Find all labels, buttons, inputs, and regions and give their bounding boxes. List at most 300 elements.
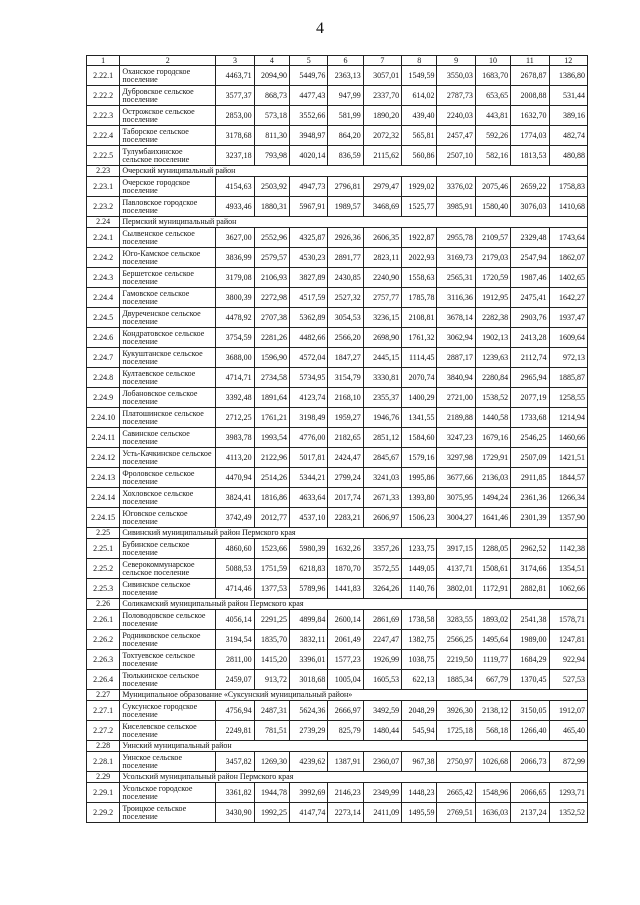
table-row: [87, 348, 588, 368]
table-row: [87, 701, 588, 721]
value-cell: 1577,23: [328, 650, 363, 670]
value-cell: 2094,90: [254, 66, 289, 86]
value-cell: 4899,84: [290, 610, 328, 630]
settlement-name: Троицкое сельское поселение: [120, 803, 216, 823]
section-name: Уинский муниципальный район: [120, 741, 588, 752]
settlement-name: Култаевское сельское поселение: [120, 368, 216, 388]
value-cell: 4714,71: [216, 368, 254, 388]
value-cell: 2750,97: [437, 752, 475, 772]
settlement-name: Бершетское сельское поселение: [120, 268, 216, 288]
settlement-name: Суксунское городское поселение: [120, 701, 216, 721]
value-cell: 1636,03: [475, 803, 510, 823]
value-cell: 2926,36: [328, 228, 363, 248]
column-number: 11: [511, 56, 549, 66]
row-code: 2.27.1: [87, 701, 120, 721]
value-cell: 836,59: [328, 146, 363, 166]
value-cell: 531,44: [549, 86, 587, 106]
value-cell: 3361,82: [216, 783, 254, 803]
value-cell: 2424,47: [328, 448, 363, 468]
value-cell: 3178,68: [216, 126, 254, 146]
row-code: 2.24.15: [87, 508, 120, 528]
value-cell: 2240,90: [363, 268, 401, 288]
value-cell: 2566,20: [328, 328, 363, 348]
settlement-name: Кукуштанское сельское поселение: [120, 348, 216, 368]
value-cell: 2136,03: [475, 468, 510, 488]
value-cell: 5088,53: [216, 559, 254, 579]
value-cell: 1912,07: [549, 701, 587, 721]
value-cell: 2565,31: [437, 268, 475, 288]
value-cell: 1946,76: [363, 408, 401, 428]
settlement-name: Тулумбаихинское сельское поселение: [120, 146, 216, 166]
settlement-name: Острожское сельское поселение: [120, 106, 216, 126]
value-cell: 3150,05: [511, 701, 549, 721]
value-cell: 3062,94: [437, 328, 475, 348]
value-cell: 1641,46: [475, 508, 510, 528]
value-cell: 3824,41: [216, 488, 254, 508]
value-cell: 1549,59: [402, 66, 437, 86]
table-row: [87, 670, 588, 690]
value-cell: 2363,13: [328, 66, 363, 86]
value-cell: 1441,83: [328, 579, 363, 599]
value-cell: 2281,26: [254, 328, 289, 348]
settlement-name: Дубровское сельское поселение: [120, 86, 216, 106]
value-cell: 2247,47: [363, 630, 401, 650]
row-code: 2.29.2: [87, 803, 120, 823]
section-code: 2.23: [87, 166, 120, 177]
table-row: [87, 177, 588, 197]
value-cell: 1893,02: [475, 610, 510, 630]
row-code: 2.22.5: [87, 146, 120, 166]
value-cell: 2413,28: [511, 328, 549, 348]
row-code: 2.24.5: [87, 308, 120, 328]
settlement-name: Таборское сельское поселение: [120, 126, 216, 146]
value-cell: 4714,46: [216, 579, 254, 599]
value-cell: 3492,59: [363, 701, 401, 721]
table-row: [87, 630, 588, 650]
value-cell: 2606,97: [363, 508, 401, 528]
value-cell: 2066,73: [511, 752, 549, 772]
table-row: [87, 721, 588, 741]
value-cell: 1525,77: [402, 197, 437, 217]
value-cell: 2546,25: [511, 428, 549, 448]
value-cell: 872,99: [549, 752, 587, 772]
value-cell: 1400,29: [402, 388, 437, 408]
value-cell: 922,94: [549, 650, 587, 670]
value-cell: 465,40: [549, 721, 587, 741]
value-cell: 1885,87: [549, 368, 587, 388]
settlement-name: Тюлькинское сельское поселение: [120, 670, 216, 690]
value-cell: 2678,87: [511, 66, 549, 86]
table-row: [87, 783, 588, 803]
value-cell: 2671,33: [363, 488, 401, 508]
table-row: [87, 650, 588, 670]
value-cell: 443,81: [475, 106, 510, 126]
value-cell: 480,88: [549, 146, 587, 166]
settlement-name: Уинское сельское поселение: [120, 752, 216, 772]
value-cell: 2552,96: [254, 228, 289, 248]
value-cell: 5789,96: [290, 579, 328, 599]
table-body: [87, 56, 588, 823]
column-number: 5: [290, 56, 328, 66]
value-cell: 1684,29: [511, 650, 549, 670]
value-cell: 2361,36: [511, 488, 549, 508]
column-number: 7: [363, 56, 401, 66]
table-row: [87, 308, 588, 328]
value-cell: 3577,37: [216, 86, 254, 106]
value-cell: 3917,15: [437, 539, 475, 559]
value-cell: 1214,94: [549, 408, 587, 428]
value-cell: 1370,45: [511, 670, 549, 690]
value-cell: 2066,65: [511, 783, 549, 803]
value-cell: 4325,87: [290, 228, 328, 248]
value-cell: 4482,66: [290, 328, 328, 348]
section-name: Пермский муниципальный район: [120, 217, 588, 228]
value-cell: 1449,05: [402, 559, 437, 579]
value-cell: 1596,90: [254, 348, 289, 368]
value-cell: 1816,86: [254, 488, 289, 508]
value-cell: 1679,16: [475, 428, 510, 448]
settlement-name: Усть-Качкинское сельское поселение: [120, 448, 216, 468]
value-cell: 3627,00: [216, 228, 254, 248]
value-cell: 793,98: [254, 146, 289, 166]
value-cell: 1558,63: [402, 268, 437, 288]
settlement-name: Юго-Камское сельское поселение: [120, 248, 216, 268]
value-cell: 2698,90: [363, 328, 401, 348]
value-cell: 2459,07: [216, 670, 254, 690]
value-cell: 2061,49: [328, 630, 363, 650]
value-cell: 389,16: [549, 106, 587, 126]
value-cell: 2475,41: [511, 288, 549, 308]
value-cell: 2272,98: [254, 288, 289, 308]
settlement-name: Гамовское сельское поселение: [120, 288, 216, 308]
row-code: 2.24.14: [87, 488, 120, 508]
value-cell: 3237,18: [216, 146, 254, 166]
value-cell: 1729,91: [475, 448, 510, 468]
table-row: [87, 448, 588, 468]
row-code: 2.25.3: [87, 579, 120, 599]
value-cell: 3396,01: [290, 650, 328, 670]
settlement-name: Сивинское сельское поселение: [120, 579, 216, 599]
settlement-name: Платошинское сельское поселение: [120, 408, 216, 428]
section-name: Очерский муниципальный район: [120, 166, 588, 177]
settlement-name: Хохловское сельское поселение: [120, 488, 216, 508]
value-cell: 1751,59: [254, 559, 289, 579]
table-row: [87, 559, 588, 579]
column-number: 1: [87, 56, 120, 66]
value-cell: 1912,95: [475, 288, 510, 308]
value-cell: 2962,52: [511, 539, 549, 559]
value-cell: 527,53: [549, 670, 587, 690]
value-cell: 1890,20: [363, 106, 401, 126]
value-cell: 2273,14: [328, 803, 363, 823]
section-code: 2.24: [87, 217, 120, 228]
value-cell: 5734,95: [290, 368, 328, 388]
value-cell: 1377,53: [254, 579, 289, 599]
value-cell: 4477,43: [290, 86, 328, 106]
settlement-name: Тохтуевское сельское поселение: [120, 650, 216, 670]
table-row: [87, 288, 588, 308]
value-cell: 3688,00: [216, 348, 254, 368]
settlement-name: Фроловское сельское поселение: [120, 468, 216, 488]
value-cell: 2891,77: [328, 248, 363, 268]
value-cell: 1508,61: [475, 559, 510, 579]
value-cell: 2721,00: [437, 388, 475, 408]
value-cell: 781,51: [254, 721, 289, 741]
value-cell: 2851,12: [363, 428, 401, 448]
value-cell: 1922,87: [402, 228, 437, 248]
value-cell: 1119,77: [475, 650, 510, 670]
value-cell: 2734,58: [254, 368, 289, 388]
value-cell: 2707,38: [254, 308, 289, 328]
table-row: [87, 579, 588, 599]
row-code: 2.25.1: [87, 539, 120, 559]
value-cell: 3832,11: [290, 630, 328, 650]
value-cell: 2457,47: [437, 126, 475, 146]
value-cell: 2360,07: [363, 752, 401, 772]
value-cell: 2219,50: [437, 650, 475, 670]
value-cell: 3076,03: [511, 197, 549, 217]
value-cell: 2282,38: [475, 308, 510, 328]
value-cell: 2712,25: [216, 408, 254, 428]
value-cell: 1937,47: [549, 308, 587, 328]
value-cell: 3430,90: [216, 803, 254, 823]
settlement-name: Сылвенское сельское поселение: [120, 228, 216, 248]
value-cell: 1142,38: [549, 539, 587, 559]
settlement-name: Половодовское сельское поселение: [120, 610, 216, 630]
value-cell: 2606,35: [363, 228, 401, 248]
section-row: [87, 217, 588, 228]
value-cell: 1523,66: [254, 539, 289, 559]
value-cell: 1352,52: [549, 803, 587, 823]
value-cell: 3552,66: [290, 106, 328, 126]
row-code: 2.24.13: [87, 468, 120, 488]
value-cell: 2547,94: [511, 248, 549, 268]
section-code: 2.26: [87, 599, 120, 610]
value-cell: 1870,70: [328, 559, 363, 579]
value-cell: 560,86: [402, 146, 437, 166]
value-cell: 5980,39: [290, 539, 328, 559]
value-cell: 972,13: [549, 348, 587, 368]
value-cell: 1402,65: [549, 268, 587, 288]
value-cell: 1902,13: [475, 328, 510, 348]
value-cell: 4020,14: [290, 146, 328, 166]
settlement-name: Павловское городское поселение: [120, 197, 216, 217]
value-cell: 1862,07: [549, 248, 587, 268]
row-code: 2.22.3: [87, 106, 120, 126]
value-cell: 3754,59: [216, 328, 254, 348]
value-cell: 1410,68: [549, 197, 587, 217]
value-cell: 2430,85: [328, 268, 363, 288]
table-row: [87, 610, 588, 630]
value-cell: 2903,76: [511, 308, 549, 328]
table-row: [87, 388, 588, 408]
table-row: [87, 752, 588, 772]
value-cell: 3742,49: [216, 508, 254, 528]
settlement-name: Юговское сельское поселение: [120, 508, 216, 528]
value-cell: 2168,10: [328, 388, 363, 408]
row-code: 2.24.1: [87, 228, 120, 248]
value-cell: 3985,91: [437, 197, 475, 217]
value-cell: 4756,94: [216, 701, 254, 721]
value-cell: 1609,64: [549, 328, 587, 348]
value-cell: 1140,76: [402, 579, 437, 599]
value-cell: 2182,65: [328, 428, 363, 448]
row-code: 2.24.2: [87, 248, 120, 268]
table-row: [87, 197, 588, 217]
value-cell: 2799,24: [328, 468, 363, 488]
settlement-name: Усольское городское поселение: [120, 783, 216, 803]
value-cell: 582,16: [475, 146, 510, 166]
value-cell: 5624,36: [290, 701, 328, 721]
value-cell: 2787,73: [437, 86, 475, 106]
row-code: 2.24.11: [87, 428, 120, 448]
value-cell: 1761,21: [254, 408, 289, 428]
value-cell: 3392,48: [216, 388, 254, 408]
value-cell: 811,30: [254, 126, 289, 146]
table-row: [87, 428, 588, 448]
value-cell: 1578,71: [549, 610, 587, 630]
value-cell: 1495,64: [475, 630, 510, 650]
value-cell: 2070,74: [402, 368, 437, 388]
value-cell: 2600,14: [328, 610, 363, 630]
value-cell: 1835,70: [254, 630, 289, 650]
value-cell: 2845,67: [363, 448, 401, 468]
value-cell: 2769,51: [437, 803, 475, 823]
value-cell: 2541,38: [511, 610, 549, 630]
value-cell: 2527,32: [328, 288, 363, 308]
value-cell: 2811,00: [216, 650, 254, 670]
value-cell: 5017,81: [290, 448, 328, 468]
value-cell: 1989,00: [511, 630, 549, 650]
value-cell: 3836,99: [216, 248, 254, 268]
value-cell: 6218,83: [290, 559, 328, 579]
value-cell: 3057,01: [363, 66, 401, 86]
value-cell: 439,40: [402, 106, 437, 126]
value-cell: 3283,55: [437, 610, 475, 630]
row-code: 2.27.2: [87, 721, 120, 741]
value-cell: 4463,71: [216, 66, 254, 86]
column-number: 2: [120, 56, 216, 66]
column-number: 9: [437, 56, 475, 66]
value-cell: 4530,23: [290, 248, 328, 268]
value-cell: 2108,81: [402, 308, 437, 328]
value-cell: 2666,97: [328, 701, 363, 721]
value-cell: 1288,05: [475, 539, 510, 559]
table-row: [87, 268, 588, 288]
value-cell: 3357,26: [363, 539, 401, 559]
value-cell: 2487,31: [254, 701, 289, 721]
value-cell: 667,79: [475, 670, 510, 690]
value-cell: 868,73: [254, 86, 289, 106]
value-cell: 1844,57: [549, 468, 587, 488]
section-name: Муниципальное образование «Суксунский муниципальный район»: [120, 690, 588, 701]
value-cell: 1005,04: [328, 670, 363, 690]
value-cell: 3174,66: [511, 559, 549, 579]
value-cell: 568,18: [475, 721, 510, 741]
value-cell: 2853,00: [216, 106, 254, 126]
section-name: Соликамский муниципальный район Пермского края: [120, 599, 588, 610]
section-row: [87, 741, 588, 752]
value-cell: 1026,68: [475, 752, 510, 772]
value-cell: 1683,70: [475, 66, 510, 86]
value-cell: 4572,04: [290, 348, 328, 368]
value-cell: 4947,73: [290, 177, 328, 197]
row-code: 2.25.2: [87, 559, 120, 579]
value-cell: 1785,78: [402, 288, 437, 308]
value-cell: 3840,94: [437, 368, 475, 388]
value-cell: 1233,75: [402, 539, 437, 559]
table-row: [87, 146, 588, 166]
settlement-name: Оханское городское поселение: [120, 66, 216, 86]
value-cell: 3457,82: [216, 752, 254, 772]
value-cell: 3236,15: [363, 308, 401, 328]
value-cell: 4537,10: [290, 508, 328, 528]
value-cell: 2887,17: [437, 348, 475, 368]
value-cell: 1382,75: [402, 630, 437, 650]
value-cell: 3075,95: [437, 488, 475, 508]
value-cell: 2503,92: [254, 177, 289, 197]
value-cell: 967,38: [402, 752, 437, 772]
row-code: 2.24.6: [87, 328, 120, 348]
value-cell: 2911,85: [511, 468, 549, 488]
value-cell: 2146,23: [328, 783, 363, 803]
value-cell: 3926,30: [437, 701, 475, 721]
value-cell: 2796,81: [328, 177, 363, 197]
value-cell: 1448,23: [402, 783, 437, 803]
page-number: 4: [316, 20, 324, 37]
row-code: 2.24.9: [87, 388, 120, 408]
value-cell: 1959,27: [328, 408, 363, 428]
table-row: [87, 408, 588, 428]
value-cell: 913,72: [254, 670, 289, 690]
value-cell: 2008,88: [511, 86, 549, 106]
value-cell: 1929,02: [402, 177, 437, 197]
table-row: [87, 66, 588, 86]
value-cell: 3194,54: [216, 630, 254, 650]
value-cell: 2329,48: [511, 228, 549, 248]
value-cell: 2659,22: [511, 177, 549, 197]
value-cell: 4933,46: [216, 197, 254, 217]
value-cell: 1989,57: [328, 197, 363, 217]
settlement-name: Северокоммунарское сельское поселение: [120, 559, 216, 579]
value-cell: 1038,75: [402, 650, 437, 670]
row-code: 2.24.12: [87, 448, 120, 468]
value-cell: 3992,69: [290, 783, 328, 803]
value-cell: 3297,98: [437, 448, 475, 468]
value-cell: 2075,46: [475, 177, 510, 197]
value-cell: 1293,71: [549, 783, 587, 803]
value-cell: 2112,74: [511, 348, 549, 368]
value-cell: 3247,23: [437, 428, 475, 448]
value-cell: 4776,00: [290, 428, 328, 448]
value-cell: 1172,91: [475, 579, 510, 599]
value-cell: 1239,63: [475, 348, 510, 368]
value-cell: 3678,14: [437, 308, 475, 328]
value-cell: 2665,42: [437, 783, 475, 803]
value-cell: 3376,02: [437, 177, 475, 197]
value-cell: 4154,63: [216, 177, 254, 197]
value-cell: 622,13: [402, 670, 437, 690]
value-cell: 1885,34: [437, 670, 475, 690]
value-cell: 1584,60: [402, 428, 437, 448]
value-cell: 2566,25: [437, 630, 475, 650]
section-row: [87, 690, 588, 701]
value-cell: 545,94: [402, 721, 437, 741]
value-cell: 4137,71: [437, 559, 475, 579]
value-cell: 1605,53: [363, 670, 401, 690]
value-cell: 1495,59: [402, 803, 437, 823]
column-number: 6: [328, 56, 363, 66]
